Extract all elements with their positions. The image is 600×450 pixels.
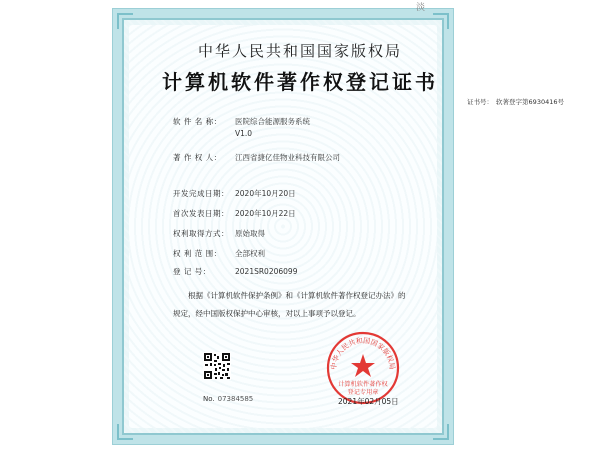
field-value: 2021SR0206099 xyxy=(235,267,298,276)
field-value: 2020年10月20日 xyxy=(235,189,296,198)
issuing-authority: 中华人民共和国国家版权局 xyxy=(197,42,402,60)
statement-line: 根据《计算机软件保护条例》和《计算机软件著作权登记办法》的 xyxy=(188,291,406,300)
qr-code-icon xyxy=(203,352,231,380)
field-label: 著 作 权 人： xyxy=(173,153,222,162)
certificate-title: 计算机软件著作权登记证书 xyxy=(162,70,438,94)
edge-mark: 淡 xyxy=(416,3,426,13)
field-acquisition xyxy=(173,228,265,239)
seal-arc-text: 中华人民共和国国家版权局 xyxy=(329,336,397,371)
certificate-number-value: 软著登字第6930416号 xyxy=(496,98,564,106)
field-value: 原始取得 xyxy=(235,229,265,238)
statement-text xyxy=(173,290,450,320)
official-seal-icon xyxy=(325,330,401,406)
serial-number xyxy=(203,395,253,403)
field-completion-date xyxy=(173,188,296,199)
statement-line: 规定，经中国版权保护中心审核，对以上事项予以登记。 xyxy=(173,309,361,318)
certificate-number-label: 证书号： xyxy=(467,98,494,106)
serial-label: No. xyxy=(203,395,215,403)
field-label: 登 记 号： xyxy=(173,267,211,276)
field-label: 权 利 范 围： xyxy=(173,249,222,258)
seal-line-1: 计算机软件著作权 xyxy=(338,381,388,388)
field-registration-no xyxy=(173,266,297,277)
issue-date: 2021年02月05日 xyxy=(338,397,399,406)
field-copyright-owner xyxy=(173,152,340,163)
field-first-publication xyxy=(173,208,296,219)
field-value: 2020年10月22日 xyxy=(235,209,296,218)
field-scope xyxy=(173,248,265,259)
field-value: 全部权利 xyxy=(235,249,265,258)
field-label: 权利取得方式： xyxy=(173,229,229,238)
corner-ornament xyxy=(117,13,133,29)
field-value: 医院综合能源服务系统 xyxy=(235,117,310,126)
corner-ornament xyxy=(117,424,133,440)
serial-value: 07384585 xyxy=(217,395,254,403)
software-version: V1.0 xyxy=(235,129,253,138)
field-value: 江西省捷亿佳物业科技有限公司 xyxy=(235,153,340,162)
certificate-number xyxy=(467,97,564,106)
field-software-name xyxy=(173,116,310,138)
field-label: 软 件 名 称： xyxy=(173,117,222,126)
field-label: 首次发表日期： xyxy=(173,209,229,218)
corner-ornament xyxy=(433,424,449,440)
field-label: 开发完成日期： xyxy=(173,189,229,198)
corner-ornament xyxy=(433,13,449,29)
seal-line-2: 登记专用章 xyxy=(347,389,379,396)
